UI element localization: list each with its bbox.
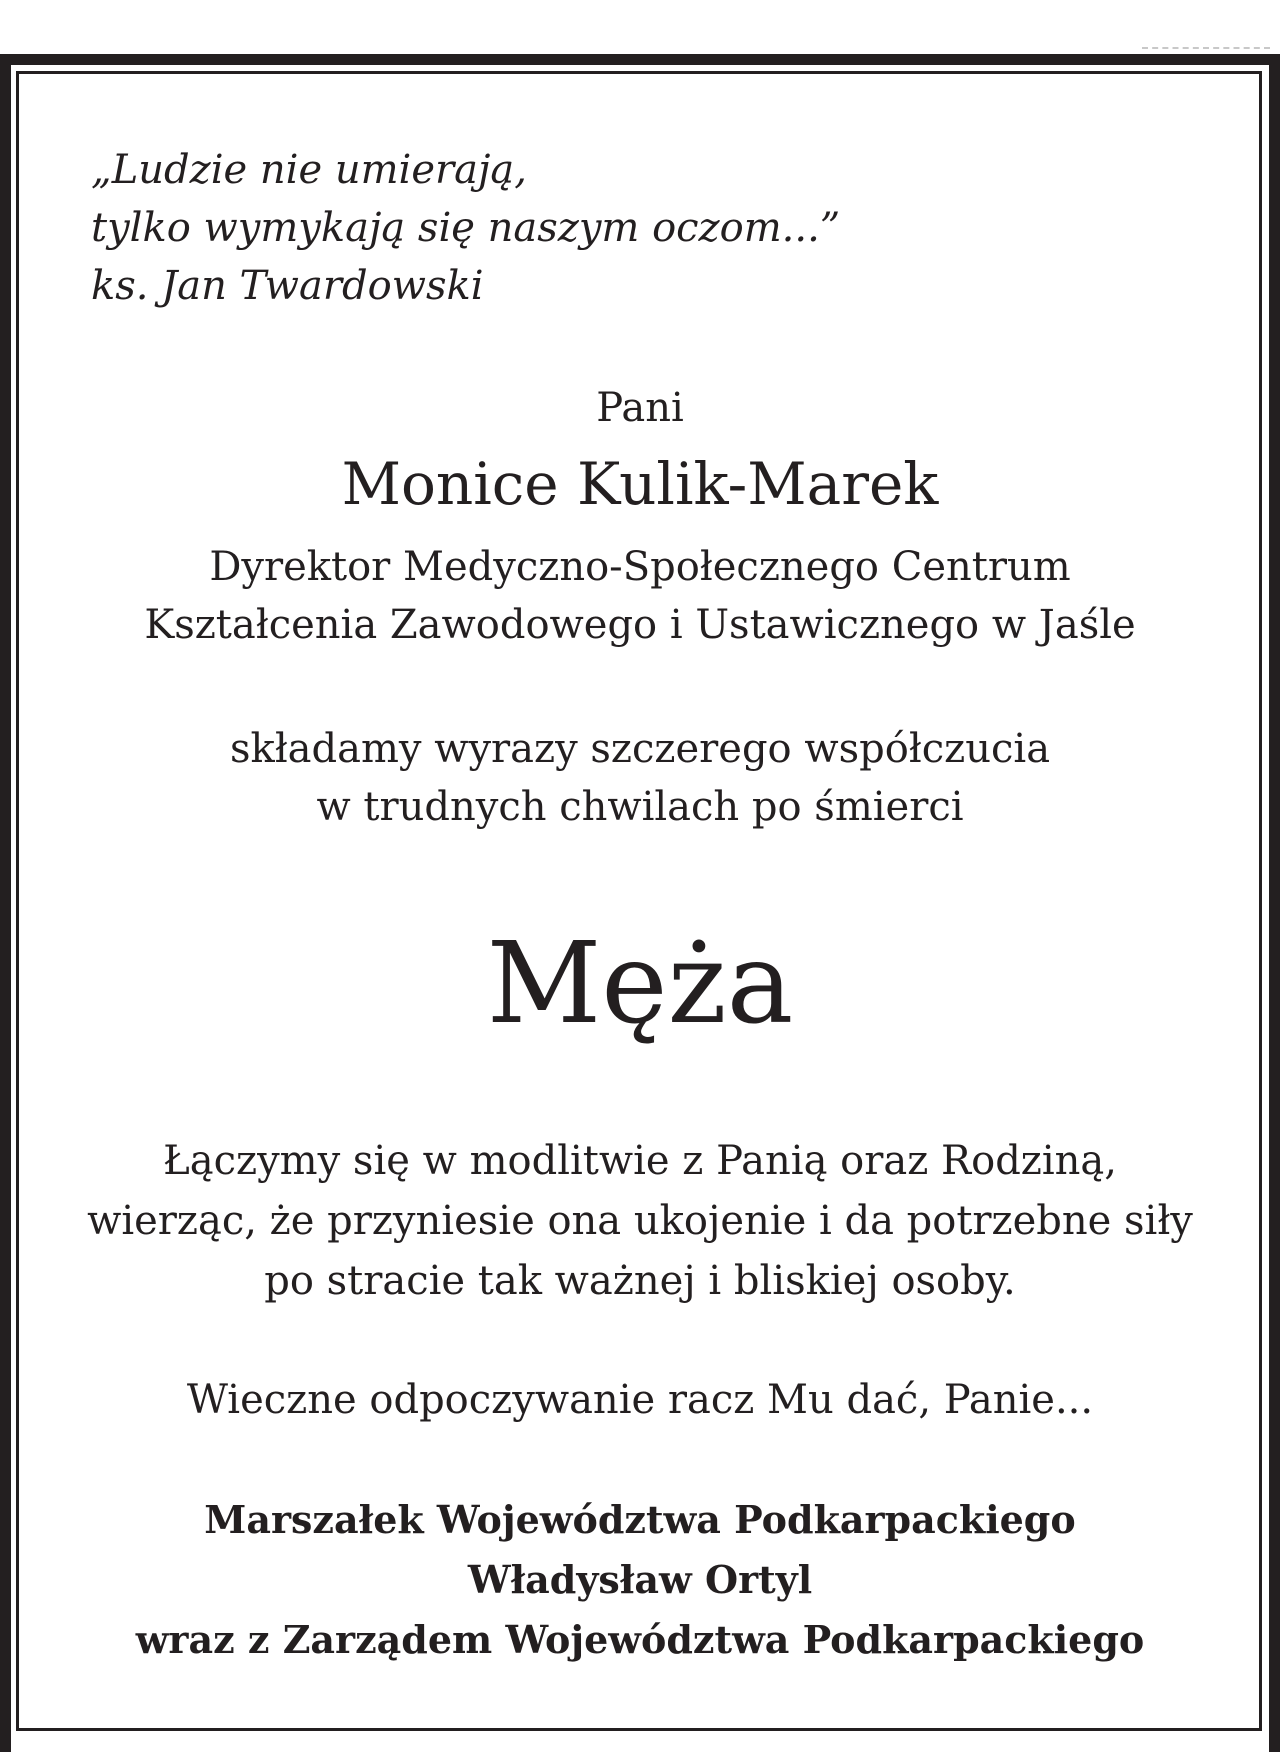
prayer-line-3: po stracie tak ważnej i bliskiej osoby. <box>264 1258 1016 1304</box>
top-right-dash-mark <box>1142 47 1270 49</box>
addressee-honorific: Pani <box>596 385 684 431</box>
quote-author: ks. Jan Twardowski <box>91 263 484 309</box>
condolence-line-1: składamy wyrazy szczerego współczucia <box>229 726 1051 772</box>
quote-line-1: „Ludzie nie umierają, <box>91 147 527 193</box>
signature-line-3: wraz z Zarządem Województwa Podkarpackiego <box>135 1617 1145 1662</box>
prayer-line-1: Łączymy się w modlitwie z Panią oraz Rodziną, <box>163 1138 1117 1184</box>
signature-line-1: Marszałek Województwa Podkarpackiego <box>204 1497 1076 1542</box>
addressee-role-line-1: Dyrektor Medyczno-Społecznego Centrum <box>209 544 1071 590</box>
closing-line: Wieczne odpoczywanie racz Mu dać, Panie... <box>186 1377 1094 1423</box>
deceased-title: Męża <box>486 919 794 1049</box>
obituary-inner-frame <box>16 71 1262 1731</box>
quote-line-2: tylko wymykają się naszym oczom...” <box>91 205 841 251</box>
addressee-name: Monice Kulik-Marek <box>341 450 939 518</box>
condolence-line-2: w trudnych chwilach po śmierci <box>316 784 964 830</box>
signature-line-2: Władysław Ortyl <box>467 1557 813 1602</box>
prayer-line-2: wierząc, że przyniesie ona ukojenie i da potrzebne siły <box>87 1198 1193 1244</box>
addressee-role-line-2: Kształcenia Zawodowego i Ustawicznego w Jaśle <box>144 602 1136 648</box>
